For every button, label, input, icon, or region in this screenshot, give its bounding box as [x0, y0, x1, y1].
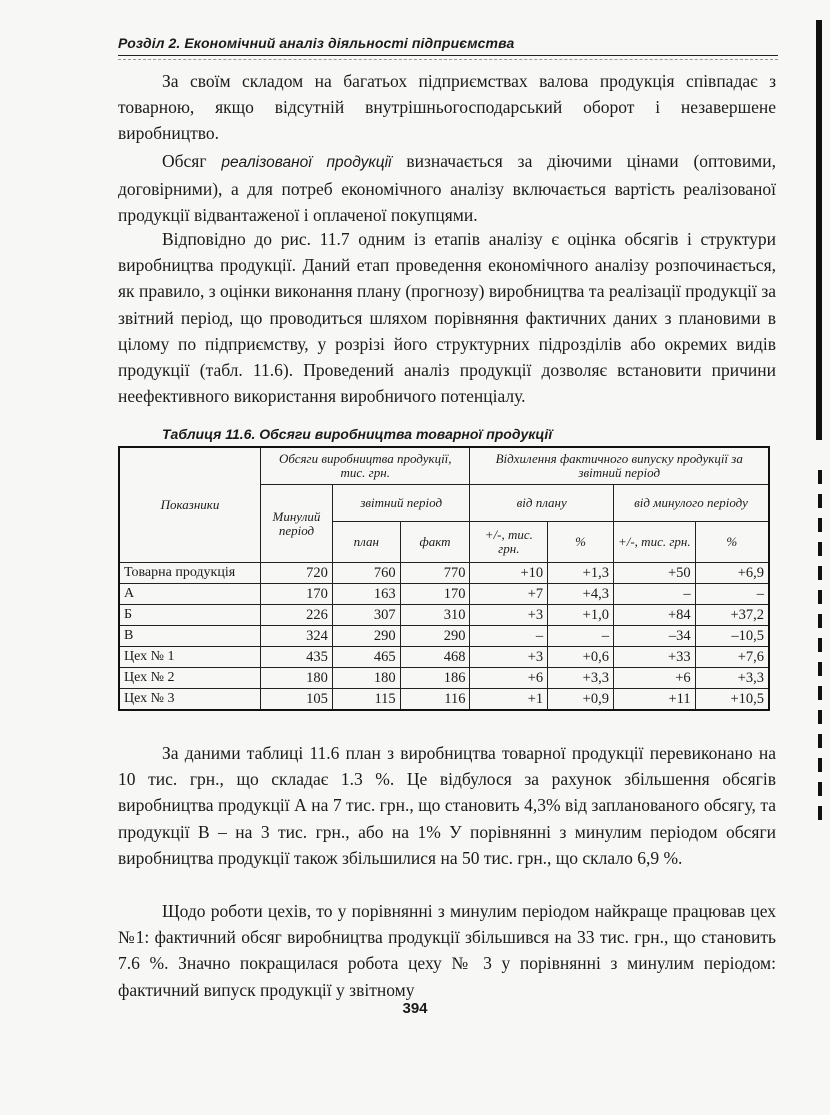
cell-dev-prev-pct: –10,5 [695, 626, 769, 647]
paragraph-3-text: Відповідно до рис. 11.7 одним із етапів аналізу є оцінка обсягів і структури виробництва продукції. Даний етап проведення економічного аналізу розпочинається, як правило, з оцінки виконання плану (прогнозу) виробництва та реалізації продукції за звітний період, що проводиться шляхом порівняння фактичних даних з плановими в цілому по підприємству, у розрізі його структурних підрозділів або окремих видів продукції (табл. 11.6). Проведений аналіз продукції дозволяє встановити причини неефективного використання виробничого потенціалу. [118, 229, 776, 407]
paragraph-1 [118, 68, 776, 147]
cell-dev-prev: – [613, 584, 695, 605]
cell-fact: 186 [400, 668, 470, 689]
cell-prev: 170 [261, 584, 333, 605]
cell-dev-prev: +6 [613, 668, 695, 689]
cell-plan: 465 [332, 647, 400, 668]
cell-plan: 115 [332, 689, 400, 711]
table-row [119, 584, 769, 605]
row-name: В [119, 626, 261, 647]
paragraph-3 [118, 226, 776, 409]
header-prev-period: Минулий період [261, 485, 333, 563]
header-from-plan: від плану [470, 485, 614, 522]
paragraph-2-text [118, 148, 776, 229]
cell-dev-plan-pct: +3,3 [548, 668, 614, 689]
cell-prev: 226 [261, 605, 333, 626]
cell-dev-plan-pct: +0,6 [548, 647, 614, 668]
cell-dev-plan: +1 [470, 689, 548, 711]
row-name: Цех № 2 [119, 668, 261, 689]
cell-fact: 170 [400, 584, 470, 605]
cell-dev-plan-pct: – [548, 626, 614, 647]
header-prev-pct: % [695, 522, 769, 563]
row-name: Товарна продукція [119, 563, 261, 584]
cell-plan: 760 [332, 563, 400, 584]
running-title: Розділ 2. Економічний аналіз діяльності підприємства [118, 35, 515, 51]
cell-prev: 720 [261, 563, 333, 584]
header-rule [118, 55, 778, 56]
cell-dev-plan: +3 [470, 605, 548, 626]
table-caption-text: Обсяги виробництва товарної продукції [259, 426, 553, 442]
scan-edge-mark [816, 20, 822, 440]
cell-dev-plan-pct: +0,9 [548, 689, 614, 711]
cell-dev-plan-pct: +1,3 [548, 563, 614, 584]
cell-dev-plan-pct: +4,3 [548, 584, 614, 605]
paragraph-1-text: За своїм складом на багатьох підприємствах валова продукція співпадає з товарною, якщо відсутній внутрішньогосподарський оборот і незавершене виробництво. [118, 71, 776, 144]
table-row [119, 626, 769, 647]
row-name: Цех № 1 [119, 647, 261, 668]
header-prev-abs: +/-, тис. грн. [613, 522, 695, 563]
header-from-prev: від минулого періоду [613, 485, 769, 522]
table-caption [162, 426, 552, 442]
table-row [119, 647, 769, 668]
header-plan-abs: +/-, тис. грн. [470, 522, 548, 563]
page-number: 394 [402, 1000, 428, 1017]
header-indicator: Показники [119, 447, 261, 563]
cell-dev-prev-pct: +7,6 [695, 647, 769, 668]
term-realized-output: реалізованої продукції [221, 154, 392, 171]
cell-prev: 180 [261, 668, 333, 689]
table-row [119, 668, 769, 689]
row-name: Цех № 3 [119, 689, 261, 711]
cell-dev-plan: +3 [470, 647, 548, 668]
table-row [119, 605, 769, 626]
header-plan-pct: % [548, 522, 614, 563]
cell-fact: 770 [400, 563, 470, 584]
row-name: А [119, 584, 261, 605]
paragraph-4-text: За даними таблиці 11.6 план з виробництва товарної продукції перевиконано на 10 тис. грн., що складає 1.3 %. Це відбулося за рахунок збільшення обсягів виробництва продукції А на 7 тис. грн., що становить 4,3% від запланованого обсягу, та продукції В – на 3 тис. грн., або на 1% У порівнянні з минулим періодом обсяги виробництва продукції також збільшилися на 50 тис. грн., що склало 6,9 %. [118, 743, 776, 868]
cell-dev-plan: +7 [470, 584, 548, 605]
cell-dev-prev-pct: +3,3 [695, 668, 769, 689]
paragraph-4 [118, 740, 776, 871]
cell-dev-prev: –34 [613, 626, 695, 647]
paragraph-5-text: Щодо роботи цехів, то у порівнянні з минулим періодом найкраще працював цех №1: фактичний обсяг виробництва продукції збільшився на 33 тис. грн., що становить 7.6 %. Значно покращилася робота цеху № 3 у порівнянні з минулим періодом: фактичний випуск продукції у звітному [118, 901, 776, 1000]
cell-dev-prev-pct: – [695, 584, 769, 605]
cell-dev-prev: +33 [613, 647, 695, 668]
cell-dev-prev-pct: +37,2 [695, 605, 769, 626]
row-name: Б [119, 605, 261, 626]
cell-plan: 180 [332, 668, 400, 689]
cell-dev-prev-pct: +10,5 [695, 689, 769, 711]
header-rule-dashed [118, 59, 778, 60]
table-caption-label: Таблиця 11.6. [162, 426, 256, 442]
cell-dev-prev: +84 [613, 605, 695, 626]
table-row [119, 689, 769, 711]
cell-dev-plan: +6 [470, 668, 548, 689]
cell-fact: 310 [400, 605, 470, 626]
cell-prev: 105 [261, 689, 333, 711]
cell-prev: 324 [261, 626, 333, 647]
cell-prev: 435 [261, 647, 333, 668]
cell-dev-prev: +50 [613, 563, 695, 584]
cell-fact: 468 [400, 647, 470, 668]
cell-fact: 290 [400, 626, 470, 647]
paragraph-2-rest: визначається за діючими цінами (оптовими, договірними), а для потреб економічного аналізу включається вартість реалізованої продукції відвантаженої і оплаченої покупцями. [118, 151, 776, 226]
cell-dev-prev-pct: +6,9 [695, 563, 769, 584]
cell-plan: 290 [332, 626, 400, 647]
header-deviation: Відхилення фактичного випуску продукції за звітний період [470, 447, 769, 485]
scan-edge-mark-lower [818, 470, 822, 820]
cell-plan: 163 [332, 584, 400, 605]
cell-dev-prev: +11 [613, 689, 695, 711]
paragraph-5 [118, 898, 776, 1003]
cell-plan: 307 [332, 605, 400, 626]
header-volume: Обсяги виробництва продукції, тис. грн. [261, 447, 470, 485]
header-report-period: звітний період [332, 485, 470, 522]
paragraph-2-lead: Обсяг [162, 151, 222, 171]
cell-fact: 116 [400, 689, 470, 711]
header-plan: план [332, 522, 400, 563]
production-table [118, 446, 770, 711]
header-fact: факт [400, 522, 470, 563]
paragraph-2 [118, 148, 776, 229]
cell-dev-plan-pct: +1,0 [548, 605, 614, 626]
table-row [119, 563, 769, 584]
cell-dev-plan: +10 [470, 563, 548, 584]
cell-dev-plan: – [470, 626, 548, 647]
